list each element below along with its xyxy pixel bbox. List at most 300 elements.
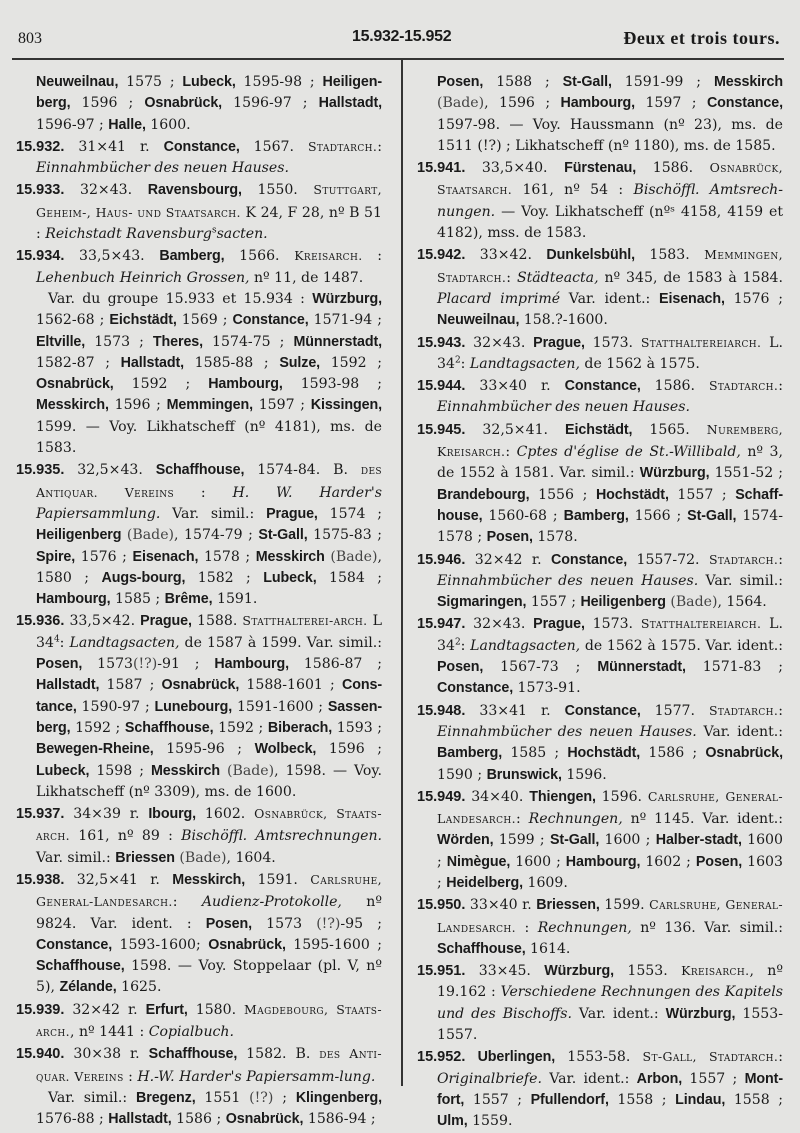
- catalogue-entry: [417, 613, 783, 699]
- place-name: Brandebourg,: [437, 486, 530, 503]
- place-name: Pfullendorf,: [530, 1091, 609, 1108]
- text-run: 1553-58.: [555, 1049, 643, 1066]
- text-run: 1577.: [640, 702, 709, 719]
- text-run: 1597-98. — Voy. Haussmann (nº 23), ms. de 1511 (!?) ; Likhatscheff (nº 1180), ms. de 1585.: [437, 116, 783, 154]
- entry-number: 15.946.: [417, 551, 466, 568]
- place-name: Bamberg,: [159, 248, 225, 265]
- place-name: Messkirch: [150, 762, 220, 779]
- entry-number: 15.948.: [417, 702, 466, 719]
- place-name: Theres,: [152, 333, 204, 350]
- place-name: Schaffhouse,: [124, 719, 214, 736]
- text-run: 1596.: [595, 788, 648, 805]
- text-run: 1596 ;: [316, 741, 382, 758]
- text-run: , 1564.: [717, 594, 767, 611]
- place-name: Lubeck,: [36, 762, 90, 779]
- place-name: Lunebourg,: [154, 698, 233, 715]
- text-run: 1586 ;: [171, 1111, 226, 1128]
- text-run: :: [506, 269, 517, 286]
- text-run: 1588.: [191, 613, 243, 630]
- place-name: Hallstadt,: [36, 677, 100, 694]
- text-run: Var. simil.:: [160, 505, 267, 522]
- catalogue-entry: [16, 803, 382, 869]
- text-run: -95 ;: [340, 915, 382, 932]
- place-name: Wörden,: [437, 832, 494, 849]
- text-run: , 1574-79 ;: [174, 527, 259, 544]
- text-run: 1596 ;: [108, 397, 167, 414]
- text-run: 1575 ;: [118, 74, 183, 90]
- place-name: Arbon,: [636, 1070, 683, 1087]
- place-name: Osnabrück,: [144, 95, 223, 112]
- place-name: Constance,: [232, 312, 309, 329]
- text-run: 1591-1600 ;: [232, 698, 328, 715]
- text-run: :: [778, 702, 783, 719]
- text-run: 32×43.: [465, 334, 534, 351]
- text-run: 32×42 r.: [64, 1001, 146, 1018]
- text-run: 1585 ;: [502, 745, 568, 762]
- text-run: 1553.: [614, 963, 682, 980]
- text-run: 1571-94 ;: [308, 312, 382, 329]
- text-run: :: [516, 811, 529, 828]
- text-run: 1556 ;: [529, 486, 596, 503]
- text-run: 1597 ;: [253, 397, 311, 414]
- text-run: 1576-88 ;: [36, 1111, 109, 1128]
- place-name: Dunkelsbühl,: [546, 247, 635, 264]
- place-name: Eisenach,: [132, 548, 199, 565]
- entry-number: 15.952.: [417, 1049, 466, 1066]
- text-run: nº 1145. Var. ident.:: [622, 811, 784, 828]
- text-run: 1562-68 ;: [36, 312, 110, 329]
- text-run: 1595-96 ;: [153, 741, 255, 758]
- superscript: 2: [454, 637, 461, 648]
- entry-number: 15.937.: [16, 806, 65, 823]
- text-run: 1582 ;: [185, 569, 264, 586]
- place-name: Fürstenau,: [564, 160, 637, 177]
- catalogue-entry: [16, 245, 382, 289]
- place-name: St-Gall,: [562, 74, 612, 90]
- document-title: sacten.: [216, 226, 268, 243]
- place-name: Constance,: [163, 138, 240, 155]
- text-run: 1592 ;: [320, 354, 382, 371]
- place-name: Hambourg,: [208, 376, 283, 393]
- place-name: Thiengen,: [529, 788, 596, 805]
- place-name: Osnabrück,: [161, 677, 240, 694]
- place-name: Hochstädt,: [567, 745, 641, 762]
- place-name: Schaffhouse,: [437, 940, 526, 957]
- text-run: 1569 ;: [176, 312, 233, 329]
- text-run: 1558 ;: [725, 1091, 783, 1108]
- page-number: 803: [18, 30, 42, 47]
- catalogue-entry: [417, 960, 783, 1046]
- place-name: Osnabrück,: [36, 376, 114, 393]
- entry-number: 15.951.: [417, 963, 466, 980]
- text-run: 1573: [252, 915, 317, 932]
- place-name: Brunswick,: [486, 766, 562, 783]
- text-run: — Voy. Likhatscheff (nºˢ 4158, 4159 et 4182), mss. de 1583.: [437, 203, 783, 242]
- text-run: 1585 ;: [110, 591, 165, 608]
- text-run: 1586-94 ;: [303, 1111, 376, 1128]
- parenthetical: (Bade): [121, 527, 175, 544]
- parenthetical: (Bade): [665, 594, 718, 611]
- document-title: Bischöffl. Amtsrech-nungen.: [437, 182, 784, 220]
- archive-name: Carlsruhe, General-Landesarch.: [437, 788, 783, 827]
- text-run: 1553-1557.: [437, 1005, 783, 1044]
- text-run: 1557 ;: [668, 486, 736, 503]
- place-name: Heiligen-berg,: [36, 74, 382, 112]
- archive-name: Nuremberg, Kreisarch.: [437, 421, 783, 460]
- text-run: 1574 ;: [317, 505, 383, 522]
- place-name: Briessen: [115, 849, 175, 866]
- archive-name: Magdebourg, Staats-arch.: [36, 1001, 382, 1040]
- archive-name: Stadtarch.: [307, 138, 378, 154]
- variants-paragraph: [16, 289, 382, 459]
- text-run: 1600.: [145, 116, 191, 133]
- text-run: 1591-99 ;: [611, 74, 714, 90]
- text-run: nº 9824. Var. ident. :: [36, 894, 382, 932]
- place-name: Eichstädt,: [565, 421, 633, 438]
- text-run: 1585-88 ;: [184, 354, 280, 371]
- text-run: 32×42 r.: [465, 551, 551, 568]
- text-run: 1596-97 ;: [222, 95, 319, 112]
- text-run: 1586.: [636, 160, 710, 177]
- catalogue-entry: [16, 179, 382, 245]
- text-run: Var. ident.:: [560, 290, 660, 307]
- place-name: Ibourg,: [148, 806, 197, 823]
- text-run: 1550.: [241, 182, 314, 199]
- text-run: 1573: [82, 656, 134, 673]
- entry-number: 15.947.: [417, 616, 466, 633]
- archive-name: Memmingen, Stadtarch.: [437, 247, 783, 285]
- text-run: nº 3, de 1552 à 1581. Var. simil.:: [437, 444, 783, 482]
- place-name: Heiligenberg: [580, 594, 666, 611]
- place-name: Hallstadt,: [318, 95, 382, 112]
- text-run: 1592 ;: [213, 719, 268, 736]
- text-run: Var. simil.:: [36, 849, 116, 866]
- entry-number: 15.941.: [417, 160, 466, 177]
- parenthetical: (!?): [133, 656, 158, 673]
- document-title: Lehenbuch Heinrich Grossen,: [36, 269, 250, 286]
- text-run: nº 136. Var. simil.:: [631, 919, 783, 936]
- text-run: 1567.: [239, 138, 308, 155]
- text-run: 33,5×42.: [64, 613, 141, 630]
- text-run: 32,5×41.: [465, 421, 566, 438]
- text-run: 33×42.: [465, 247, 547, 264]
- catalogue-entry: [16, 136, 382, 180]
- entry-number: 15.934.: [16, 248, 65, 265]
- place-name: Bregenz,: [136, 1089, 196, 1106]
- text-run: 1582. B.: [237, 1046, 320, 1063]
- text-run: 1558 ;: [608, 1091, 676, 1108]
- text-run: 1573.: [584, 334, 641, 351]
- text-run: 1593 ;: [332, 719, 383, 736]
- place-name: Briessen,: [536, 897, 600, 914]
- entry-number: 15.942.: [417, 247, 466, 264]
- text-run: :: [505, 444, 517, 461]
- text-run: 1573.: [584, 616, 641, 633]
- text-run: 1596-97 ;: [36, 116, 109, 133]
- text-run: 1625.: [116, 979, 162, 996]
- place-name: Sassen-berg,: [36, 698, 382, 736]
- text-run: 32,5×41 r.: [64, 871, 173, 888]
- text-run: 1586-87 ;: [288, 656, 382, 673]
- text-run: 1614.: [525, 940, 571, 957]
- text-run: 1588 ;: [483, 74, 563, 90]
- text-run: 1590 ;: [437, 766, 487, 783]
- text-run: 1576 ;: [724, 290, 783, 307]
- archive-name: Stadtarch.: [708, 702, 779, 718]
- place-name: Hambourg,: [565, 853, 641, 870]
- place-name: St-Gall,: [687, 507, 737, 524]
- archive-name: Stadtarch.: [708, 378, 779, 394]
- entry-number: 15.935.: [16, 462, 65, 479]
- document-title: Einnahmbücher des neuen Hauses.: [437, 572, 699, 589]
- text-run: 1600 ;: [599, 832, 656, 849]
- catalogue-entry: [417, 332, 783, 376]
- place-name: Constance,: [564, 702, 641, 719]
- place-name: Messkirch,: [172, 871, 246, 888]
- place-name: Hambourg,: [36, 591, 111, 608]
- place-name: Constance,: [36, 936, 113, 953]
- place-name: Hambourg,: [214, 656, 289, 673]
- text-run: ;: [273, 1089, 296, 1106]
- text-run: L. 34: [437, 616, 783, 654]
- place-name: Schaffhouse,: [36, 958, 125, 975]
- text-run: 32×43.: [64, 182, 148, 199]
- place-name: Sulze,: [279, 354, 321, 371]
- text-run: 1596.: [561, 766, 607, 783]
- superscript: 2: [454, 355, 461, 366]
- text-run: 33,5×40.: [465, 160, 565, 177]
- document-title: Rechnungen,: [537, 919, 632, 936]
- text-run: 1602.: [196, 806, 255, 823]
- continued-text: [417, 72, 783, 157]
- place-name: Posen,: [437, 74, 484, 90]
- text-run: 33,5×43.: [64, 248, 160, 265]
- place-name: Zélande,: [59, 979, 117, 996]
- entry-number: 15.944.: [417, 378, 466, 395]
- archive-name: Stadtarch.: [708, 551, 779, 567]
- text-run: :: [778, 1049, 783, 1066]
- text-run: :: [778, 378, 783, 395]
- place-name: Constance,: [706, 95, 783, 112]
- text-run: 1560-68 ;: [482, 507, 564, 524]
- text-run: 32,5×43.: [64, 462, 156, 479]
- text-run: nº 345, de 1583 à 1584.: [598, 269, 783, 286]
- place-name: Sigmaringen,: [437, 594, 527, 611]
- parenthetical: (!?): [249, 1089, 274, 1106]
- document-title: Rechnungen,: [528, 811, 623, 828]
- header-rule: [12, 58, 784, 60]
- archive-name: des Anti-quar. Vereins: [36, 1046, 382, 1084]
- place-name: Lubeck,: [182, 74, 236, 90]
- text-run: 1565.: [632, 421, 707, 438]
- text-run: :: [377, 138, 382, 155]
- place-name: Heidelberg,: [446, 874, 523, 891]
- place-name: Posen,: [437, 659, 484, 676]
- text-run: 1592 ;: [70, 719, 125, 736]
- text-run: 1571-83 ;: [685, 659, 783, 676]
- text-run: 161, nº 54 :: [512, 182, 634, 199]
- text-run: , nº 19.162 :: [437, 963, 783, 1001]
- archive-name: Carlsruhe, General-Landesarch.: [437, 897, 783, 935]
- archive-name: Osnabrück, Staatsarch.: [437, 160, 783, 198]
- document-title: Copialbuch.: [148, 1024, 234, 1041]
- text-run: de 1587 à 1599. Var. simil.:: [179, 634, 382, 651]
- continued-text: [16, 72, 382, 136]
- text-run: 1574-75 ;: [203, 333, 294, 350]
- parenthetical: (Bade): [437, 95, 485, 112]
- text-run: L. 34: [437, 334, 783, 372]
- entry-number: 15.945.: [417, 421, 466, 438]
- text-run: Var. simil.:: [48, 1089, 136, 1106]
- text-run: 31×41 r.: [64, 138, 164, 155]
- catalogue-entry: [417, 419, 783, 549]
- text-run: Var. ident.:: [541, 1070, 637, 1087]
- catalogue-entry: [16, 610, 382, 803]
- text-run: L 34: [36, 613, 382, 651]
- text-run: 1599 ;: [493, 832, 550, 849]
- catalogue-entry: [417, 375, 783, 419]
- place-name: Schaffhouse,: [148, 1046, 238, 1063]
- place-name: Prague,: [140, 613, 192, 630]
- text-run: 1574-84. B.: [244, 462, 361, 479]
- text-run: :: [59, 634, 70, 651]
- text-run: 1587 ;: [99, 677, 162, 694]
- text-run: :: [172, 894, 202, 911]
- text-run: 33×40 r.: [465, 378, 565, 395]
- text-run: 1566.: [224, 248, 295, 265]
- text-run: 1551: [195, 1089, 250, 1106]
- parenthetical: (Bade): [324, 548, 378, 565]
- place-name: Messkirch,: [36, 397, 109, 414]
- place-name: Neuweilnau,: [437, 312, 520, 329]
- entry-number: 15.943.: [417, 334, 466, 351]
- text-run: 1583.: [634, 247, 705, 264]
- document-title: Landtagsacten,: [470, 637, 581, 654]
- text-run: -91 ;: [157, 656, 215, 673]
- place-name: Augs-bourg,: [101, 569, 186, 586]
- place-name: Münnerstadt,: [293, 333, 382, 350]
- place-name: Constance,: [551, 551, 628, 568]
- text-run: 1598. — Voy. Stoppelaar (pl. V, nº 5),: [36, 958, 382, 996]
- superscript: s: [211, 225, 217, 236]
- entry-number: 15.932.: [16, 138, 65, 155]
- text-run: Var. simil.:: [698, 572, 783, 589]
- place-name: Kissingen,: [310, 397, 383, 414]
- catalogue-entry: [417, 549, 783, 614]
- place-name: Prague,: [533, 334, 585, 351]
- place-name: Posen,: [36, 656, 83, 673]
- text-run: 1584 ;: [316, 569, 383, 586]
- text-run: 1586.: [640, 378, 709, 395]
- text-run: 1586 ;: [640, 745, 706, 762]
- place-name: Prague,: [266, 505, 318, 522]
- text-run: , 1598. — Voy. Likhatscheff (nº 3309), ms. de 1600.: [36, 762, 382, 800]
- place-name: Halber-stadt,: [655, 832, 742, 849]
- parenthetical: (Bade): [174, 849, 227, 866]
- place-name: Uberlingen,: [477, 1049, 556, 1066]
- catalogue-entry: [16, 459, 382, 610]
- left-column: [16, 72, 382, 1131]
- text-run: 1598 ;: [89, 762, 151, 779]
- archive-name: des Antiquar. Vereins: [36, 462, 382, 500]
- document-title: Einnahmbücher des neuen Hauses.: [36, 160, 289, 177]
- text-run: 1596 ;: [70, 95, 145, 112]
- text-run: :: [460, 355, 470, 372]
- document-title: Audienz-Protokolle,: [201, 894, 342, 911]
- place-name: Osnabrück,: [225, 1111, 304, 1128]
- text-run: nº 11, de 1487.: [249, 269, 364, 286]
- text-run: 1600 ;: [510, 853, 566, 870]
- archive-name: Stuttgart, Geheim-, Haus- und Staatsarch.: [36, 182, 382, 220]
- place-name: Würzburg,: [665, 1005, 736, 1022]
- place-name: St-Gall,: [549, 832, 600, 849]
- place-name: Ulm,: [437, 1113, 468, 1130]
- text-run: 1593-98 ;: [282, 376, 382, 393]
- text-run: :: [362, 248, 382, 265]
- place-name: Erfurt,: [145, 1001, 188, 1018]
- text-run: , 1580 ;: [36, 548, 382, 586]
- archive-name: Kreisarch.: [681, 963, 750, 979]
- document-title: Landtagsacten,: [69, 634, 180, 651]
- entry-number: 15.938.: [16, 871, 65, 888]
- place-name: Würzburg,: [639, 465, 710, 482]
- text-run: :: [123, 1068, 138, 1085]
- text-run: 30×38 r.: [64, 1046, 149, 1063]
- place-name: Wolbeck,: [254, 741, 317, 758]
- text-run: 33×41 r.: [465, 702, 565, 719]
- place-name: Halle,: [108, 116, 146, 133]
- text-run: 1557-72.: [627, 551, 709, 568]
- text-run: 1597 ;: [635, 95, 707, 112]
- entry-number: 15.950.: [417, 897, 466, 914]
- place-name: St-Gall,: [258, 527, 308, 544]
- text-run: 161, nº 89 :: [69, 828, 182, 845]
- text-run: 1580.: [187, 1001, 245, 1018]
- text-run: 1578.: [532, 529, 578, 546]
- archive-name: Statthalterei-arch.: [242, 613, 368, 629]
- document-title: Verschiedene Rechnungen des Kapitels und des Bischoffs.: [437, 984, 783, 1022]
- text-run: 1600 ;: [437, 832, 783, 870]
- place-name: Posen,: [695, 853, 743, 870]
- place-name: Hallstadt,: [108, 1111, 172, 1128]
- place-name: Messkirch: [713, 74, 783, 90]
- text-run: 1566 ;: [628, 507, 688, 524]
- text-run: 1592 ;: [113, 376, 209, 393]
- catalogue-entry: [417, 1046, 783, 1132]
- text-run: 32×43.: [465, 616, 534, 633]
- catalogue-entry: [16, 1043, 382, 1088]
- text-run: [465, 1049, 477, 1065]
- text-run: 1557 ;: [464, 1091, 531, 1108]
- document-title: Reichstadt Ravensburg: [45, 226, 212, 243]
- text-run: 1567-73 ;: [483, 659, 598, 676]
- text-run: 1582-87 ;: [36, 354, 121, 371]
- text-run: 1603 ;: [437, 853, 783, 891]
- archive-name: Osnabrück, Staats-arch.: [36, 806, 382, 844]
- catalogue-entry: [417, 244, 783, 331]
- text-run: de 1562 à 1575. Var. ident.:: [580, 637, 784, 654]
- place-name: Schaffhouse,: [155, 462, 245, 479]
- superscript: 4: [53, 634, 60, 645]
- place-name: Ravensbourg,: [147, 182, 242, 199]
- document-title: Cptes d'église de St.-Willibald,: [516, 444, 741, 461]
- place-name: Osnabrück,: [705, 745, 784, 762]
- archive-name: Statthaltereiarch.: [640, 334, 762, 350]
- place-name: Biberach,: [267, 719, 333, 736]
- place-name: Bamberg,: [563, 507, 629, 524]
- page-header: [0, 0, 800, 58]
- place-name: Prague,: [533, 616, 585, 633]
